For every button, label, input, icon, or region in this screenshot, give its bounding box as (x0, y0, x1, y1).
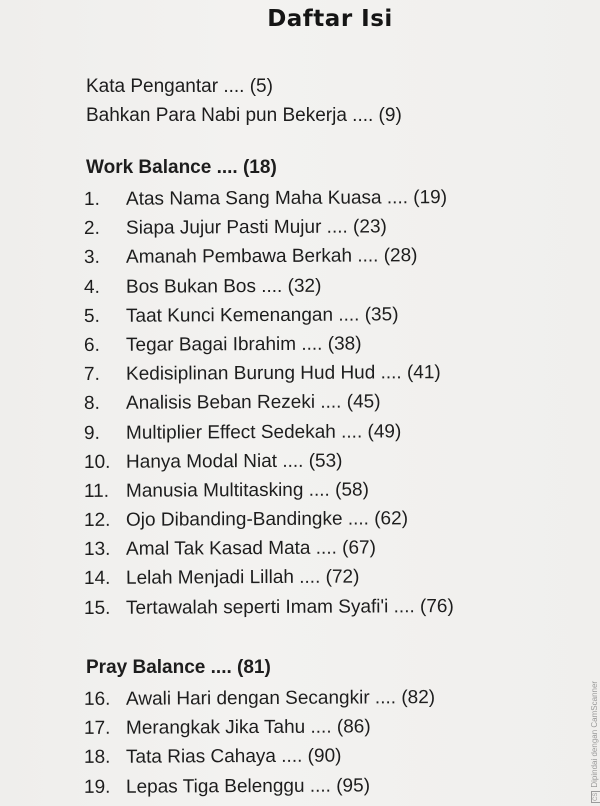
item-text: Atas Nama Sang Maha Kuasa .... (19) (125, 187, 448, 210)
item-number: 19. (83, 776, 111, 798)
item-number: 9. (83, 422, 100, 444)
toc-item (84, 562, 454, 593)
toc-item (84, 446, 454, 477)
toc-item (84, 212, 454, 243)
item-text: Lepas Tiga Belenggu .... (95) (125, 774, 371, 798)
item-text: Amal Tak Kasad Mata .... (67) (125, 537, 376, 560)
item-text: Tegar Bagai Ibrahim .... (38) (125, 333, 362, 356)
item-number: 12. (83, 509, 111, 532)
item-number: 15. (83, 597, 111, 619)
toc-item (84, 183, 454, 214)
item-number: 17. (83, 717, 111, 740)
item-text: Lelah Menjadi Lillah .... (72) (125, 566, 360, 590)
item-number: 5. (83, 305, 100, 327)
toc-entry-kata-pengantar: Kata Pengantar .... (5) (86, 76, 273, 97)
toc-item (84, 300, 454, 331)
item-text: Hanya Modal Niat .... (53) (125, 450, 343, 473)
item-number: 4. (83, 276, 100, 298)
toc-item (84, 241, 454, 272)
toc-item (84, 329, 454, 360)
item-number: 18. (83, 747, 111, 769)
item-text: Ojo Dibanding-Bandingke .... (62) (125, 508, 409, 531)
page-title: Daftar Isi (267, 6, 393, 32)
camscanner-watermark (578, 665, 599, 805)
watermark-text: Dipindai dengan CamScanner (590, 680, 599, 788)
intro-entries (86, 72, 402, 130)
item-text: Siapa Jujur Pasti Mujur .... (23) (125, 216, 387, 239)
item-number: 1. (83, 188, 100, 210)
item-number: 11. (83, 480, 110, 502)
toc-item (84, 271, 454, 302)
toc-item (84, 358, 454, 389)
item-text: Amanah Pembawa Berkah .... (28) (125, 245, 418, 269)
toc-item (84, 771, 435, 802)
pray-balance-list (84, 684, 435, 801)
camscanner-logo-icon: CS (593, 792, 599, 801)
item-number: 13. (83, 539, 111, 561)
item-number: 10. (83, 451, 111, 473)
item-text: Multiplier Effect Sedekah .... (49) (125, 420, 402, 444)
watermark-text-group (590, 681, 600, 803)
item-text: Tertawalah seperti Imam Syafi'i .... (76) (125, 595, 454, 619)
section-title-work-balance: Work Balance .... (18) (86, 157, 277, 178)
toc-item (84, 683, 435, 714)
item-number: 8. (83, 393, 100, 415)
toc-item (84, 417, 454, 448)
toc-item (84, 741, 435, 772)
item-number: 16. (83, 688, 111, 710)
toc-item (84, 504, 454, 535)
toc-item (84, 592, 454, 623)
item-text: Tata Rias Cahaya .... (90) (125, 745, 342, 769)
toc-item (84, 387, 454, 418)
item-number: 3. (83, 247, 100, 269)
item-text: Analisis Beban Rezeki .... (45) (125, 391, 381, 415)
section-title-pray-balance: Pray Balance .... (81) (86, 657, 271, 678)
toc-entry-bahkan-para-nabi: Bahkan Para Nabi pun Bekerja .... (9) (86, 105, 402, 126)
item-text: Manusia Multitasking .... (58) (125, 479, 369, 502)
item-text: Kedisiplinan Burung Hud Hud .... (41) (125, 362, 441, 385)
item-text: Merangkak Jika Tahu .... (86) (125, 716, 371, 739)
item-number: 14. (83, 568, 111, 590)
item-text: Awali Hari dengan Secangkir .... (82) (125, 687, 436, 710)
item-number: 2. (83, 218, 100, 240)
item-number: 6. (83, 334, 100, 356)
toc-item (84, 533, 454, 564)
toc-item (84, 475, 454, 506)
item-number: 7. (83, 364, 100, 386)
work-balance-list (84, 184, 454, 622)
item-text: Bos Bukan Bos .... (32) (125, 275, 322, 298)
item-text: Taat Kunci Kemenangan .... (35) (125, 304, 399, 327)
toc-item (84, 712, 435, 743)
